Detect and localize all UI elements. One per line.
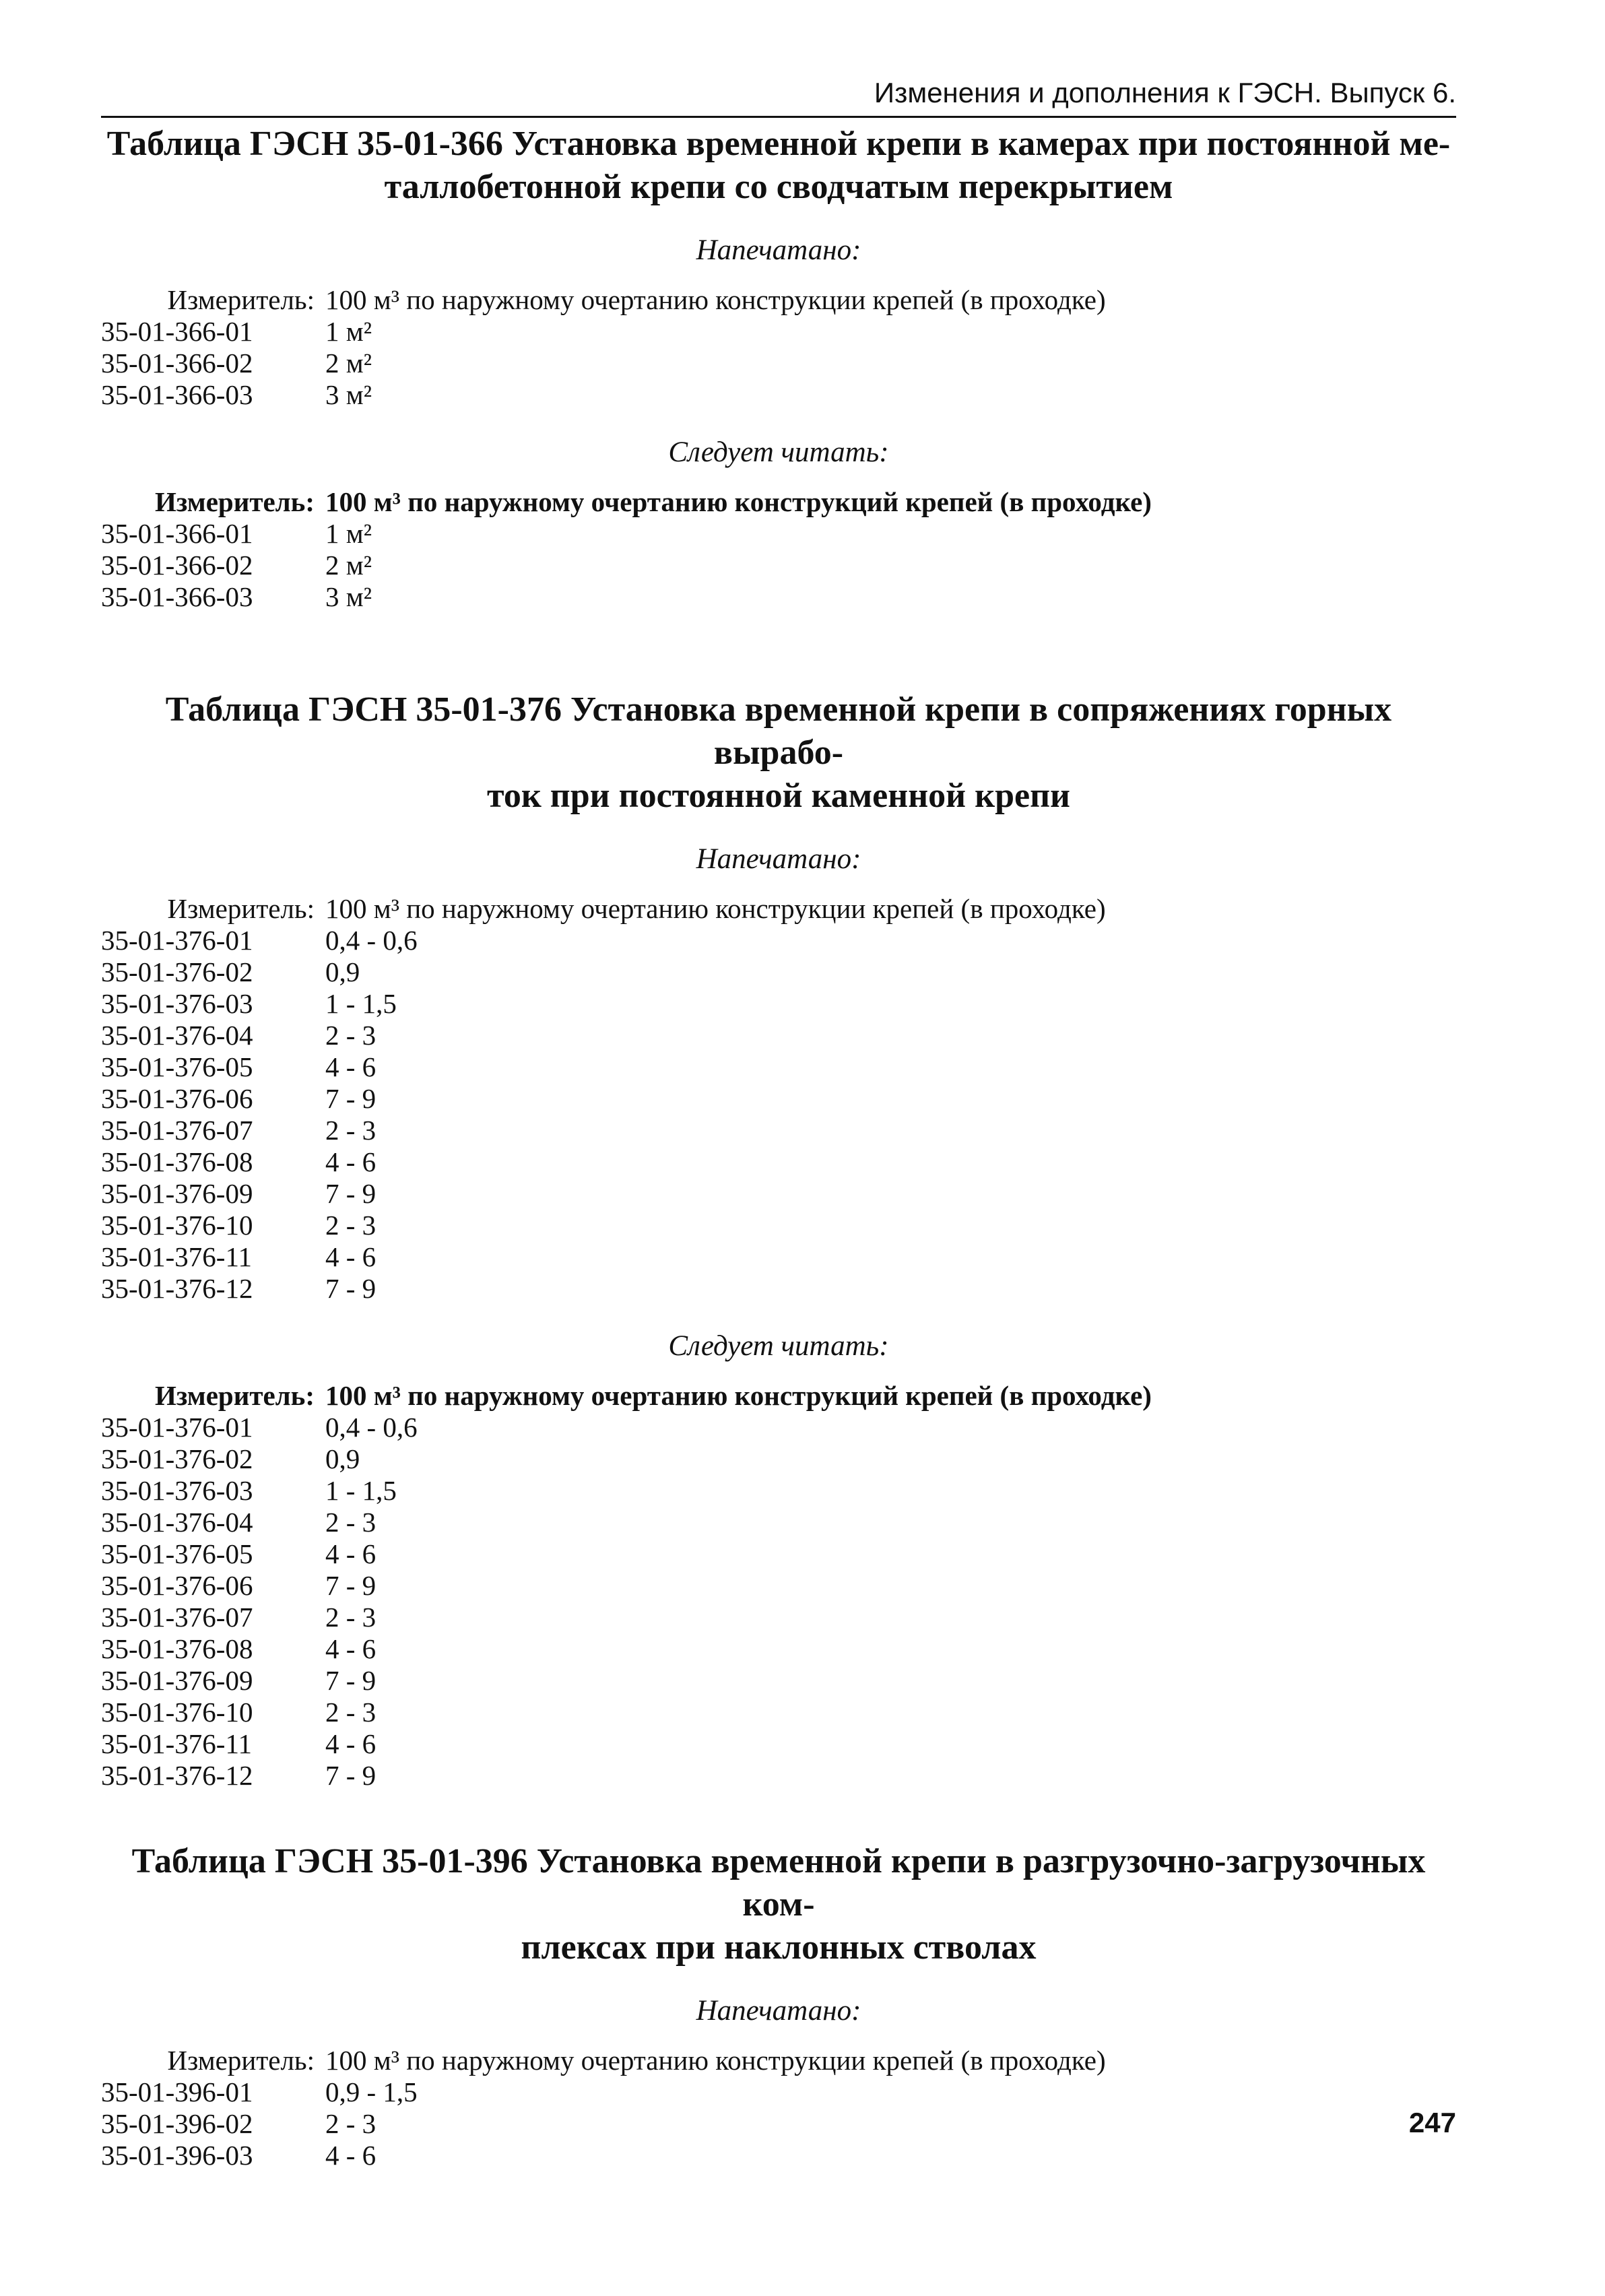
item-value: 4 - 6 — [325, 1728, 376, 1759]
meter-value: 100 м³ по наружному очертанию конструкции крепей (в проходке) — [325, 893, 1106, 924]
table-title-line: Таблица ГЭСН 35-01-366 Установка временной крепи в камерах при постоянной ме- — [106, 125, 1451, 163]
list-item — [101, 550, 1456, 581]
item-code: 35-01-376-08 — [101, 1633, 253, 1664]
corrected-heading: Следует читать: — [668, 436, 889, 468]
item-code: 35-01-376-06 — [101, 1083, 253, 1114]
item-value: 7 - 9 — [325, 1760, 376, 1791]
table-title — [101, 688, 1456, 818]
item-value: 2 м² — [325, 348, 372, 379]
table-title-line: Таблица ГЭСН 35-01-396 Установка временной крепи в разгрузочно-загрузочных ком- — [131, 1842, 1426, 1924]
item-value: 0,9 — [325, 956, 360, 987]
meter-label: Измеритель: — [154, 1380, 315, 1411]
printed-block — [101, 893, 1456, 1305]
item-code: 35-01-366-03 — [101, 581, 253, 612]
corrected-block — [101, 1380, 1456, 1792]
item-code: 35-01-376-04 — [101, 1507, 253, 1538]
meter-row — [101, 893, 1456, 925]
item-code: 35-01-376-07 — [101, 1115, 253, 1146]
list-item — [101, 1728, 1456, 1760]
list-item — [101, 1665, 1456, 1697]
item-code: 35-01-376-11 — [101, 1728, 252, 1759]
item-code: 35-01-376-03 — [101, 988, 253, 1019]
item-code: 35-01-376-10 — [101, 1210, 253, 1241]
item-code: 35-01-376-04 — [101, 1020, 253, 1051]
list-item — [101, 1507, 1456, 1538]
list-item — [101, 2076, 1456, 2108]
list-item — [101, 925, 1456, 956]
item-code: 35-01-376-09 — [101, 1665, 253, 1696]
printed-heading: Напечатано: — [696, 1995, 861, 2027]
list-item — [101, 1210, 1456, 1241]
item-value: 2 - 3 — [325, 1507, 376, 1538]
item-value: 3 м² — [325, 379, 372, 410]
item-code: 35-01-376-05 — [101, 1538, 253, 1569]
list-item — [101, 379, 1456, 411]
meter-value: 100 м³ по наружному очертанию конструкций крепей (в проходке) — [325, 1380, 1152, 1411]
item-code: 35-01-366-02 — [101, 348, 253, 379]
table-title-line: плексах при наклонных стволах — [521, 1928, 1037, 1967]
meter-label: Измеритель: — [167, 284, 315, 315]
running-header: Изменения и дополнения к ГЭСН. Выпуск 6. — [101, 75, 1456, 118]
list-item — [101, 1443, 1456, 1475]
meter-row — [101, 284, 1456, 316]
printed-block — [101, 284, 1456, 411]
item-code: 35-01-376-08 — [101, 1146, 253, 1177]
item-value: 2 - 3 — [325, 1602, 376, 1633]
item-code: 35-01-376-12 — [101, 1760, 253, 1791]
meter-row — [101, 486, 1456, 518]
item-value: 2 - 3 — [325, 1020, 376, 1051]
table-title — [101, 1840, 1456, 1969]
item-code: 35-01-376-01 — [101, 925, 253, 956]
item-code: 35-01-376-11 — [101, 1241, 252, 1272]
meter-label: Измеритель: — [167, 893, 315, 924]
item-value: 4 - 6 — [325, 1241, 376, 1272]
item-value: 1 - 1,5 — [325, 1475, 397, 1506]
item-value: 7 - 9 — [325, 1083, 376, 1114]
item-value: 3 м² — [325, 581, 372, 612]
item-code: 35-01-366-01 — [101, 316, 253, 347]
table-section-366 — [101, 123, 1456, 613]
meter-value: 100 м³ по наружному очертанию конструкции крепей (в проходке) — [325, 2045, 1106, 2076]
printed-heading: Напечатано: — [696, 843, 861, 875]
list-item — [101, 1697, 1456, 1728]
list-item — [101, 956, 1456, 988]
list-item — [101, 1020, 1456, 1051]
item-value: 7 - 9 — [325, 1273, 376, 1304]
item-value: 0,4 - 0,6 — [325, 1412, 418, 1443]
item-code: 35-01-376-02 — [101, 956, 253, 987]
item-value: 1 - 1,5 — [325, 988, 397, 1019]
item-value: 7 - 9 — [325, 1570, 376, 1601]
printed-block — [101, 2045, 1456, 2171]
list-item — [101, 1146, 1456, 1178]
item-value: 4 - 6 — [325, 2140, 376, 2171]
item-value: 0,4 - 0,6 — [325, 925, 418, 956]
list-item — [101, 316, 1456, 348]
item-code: 35-01-366-01 — [101, 518, 253, 549]
list-item — [101, 1241, 1456, 1273]
item-value: 0,9 - 1,5 — [325, 2076, 418, 2107]
list-item — [101, 1760, 1456, 1792]
meter-row — [101, 2045, 1456, 2076]
item-code: 35-01-376-05 — [101, 1051, 253, 1082]
meter-label: Измеритель: — [167, 2045, 315, 2076]
item-code: 35-01-396-02 — [101, 2108, 253, 2139]
item-value: 0,9 — [325, 1443, 360, 1474]
corrected-block — [101, 486, 1456, 613]
item-code: 35-01-376-12 — [101, 1273, 253, 1304]
list-item — [101, 1115, 1456, 1146]
meter-value: 100 м³ по наружному очертанию конструкции крепей (в проходке) — [325, 284, 1106, 315]
meter-row — [101, 1380, 1456, 1412]
item-value: 1 м² — [325, 518, 372, 549]
table-title-line: Таблица ГЭСН 35-01-376 Установка временной крепи в сопряжениях горных вырабо- — [165, 690, 1392, 772]
list-item — [101, 1051, 1456, 1083]
list-item — [101, 1178, 1456, 1210]
item-code: 35-01-396-01 — [101, 2076, 253, 2107]
item-code: 35-01-376-10 — [101, 1697, 253, 1728]
item-code: 35-01-376-06 — [101, 1570, 253, 1601]
list-item — [101, 1412, 1456, 1443]
list-item — [101, 988, 1456, 1020]
item-code: 35-01-396-03 — [101, 2140, 253, 2171]
item-code: 35-01-376-07 — [101, 1602, 253, 1633]
table-title-line: таллобетонной крепи со сводчатым перекрытием — [384, 168, 1173, 206]
item-value: 7 - 9 — [325, 1178, 376, 1209]
list-item — [101, 1538, 1456, 1570]
list-item — [101, 2108, 1456, 2140]
item-code: 35-01-376-02 — [101, 1443, 253, 1474]
table-section-396 — [101, 1840, 1456, 2171]
item-value: 2 - 3 — [325, 1115, 376, 1146]
item-code: 35-01-376-09 — [101, 1178, 253, 1209]
table-title-line: ток при постоянной каменной крепи — [486, 777, 1071, 815]
list-item — [101, 1475, 1456, 1507]
list-item — [101, 1633, 1456, 1665]
item-value: 4 - 6 — [325, 1051, 376, 1082]
item-value: 4 - 6 — [325, 1633, 376, 1664]
list-item — [101, 2140, 1456, 2171]
page-number: 247 — [1408, 2107, 1456, 2138]
item-code: 35-01-376-03 — [101, 1475, 253, 1506]
list-item — [101, 1570, 1456, 1602]
item-code: 35-01-366-02 — [101, 550, 253, 581]
item-value: 4 - 6 — [325, 1146, 376, 1177]
meter-value: 100 м³ по наружному очертанию конструкций крепей (в проходке) — [325, 486, 1152, 517]
list-item — [101, 348, 1456, 379]
corrected-heading: Следует читать: — [668, 1330, 889, 1362]
meter-label: Измеритель: — [154, 486, 315, 517]
list-item — [101, 1083, 1456, 1115]
item-value: 7 - 9 — [325, 1665, 376, 1696]
table-section-376 — [101, 688, 1456, 1792]
item-value: 2 - 3 — [325, 1697, 376, 1728]
item-code: 35-01-366-03 — [101, 379, 253, 410]
item-value: 2 - 3 — [325, 1210, 376, 1241]
list-item — [101, 518, 1456, 550]
item-value: 4 - 6 — [325, 1538, 376, 1569]
list-item — [101, 1273, 1456, 1305]
list-item — [101, 1602, 1456, 1633]
table-title — [101, 123, 1456, 209]
item-value: 2 м² — [325, 550, 372, 581]
list-item — [101, 581, 1456, 613]
item-value: 1 м² — [325, 316, 372, 347]
printed-heading: Напечатано: — [696, 234, 861, 266]
item-code: 35-01-376-01 — [101, 1412, 253, 1443]
item-value: 2 - 3 — [325, 2108, 376, 2139]
